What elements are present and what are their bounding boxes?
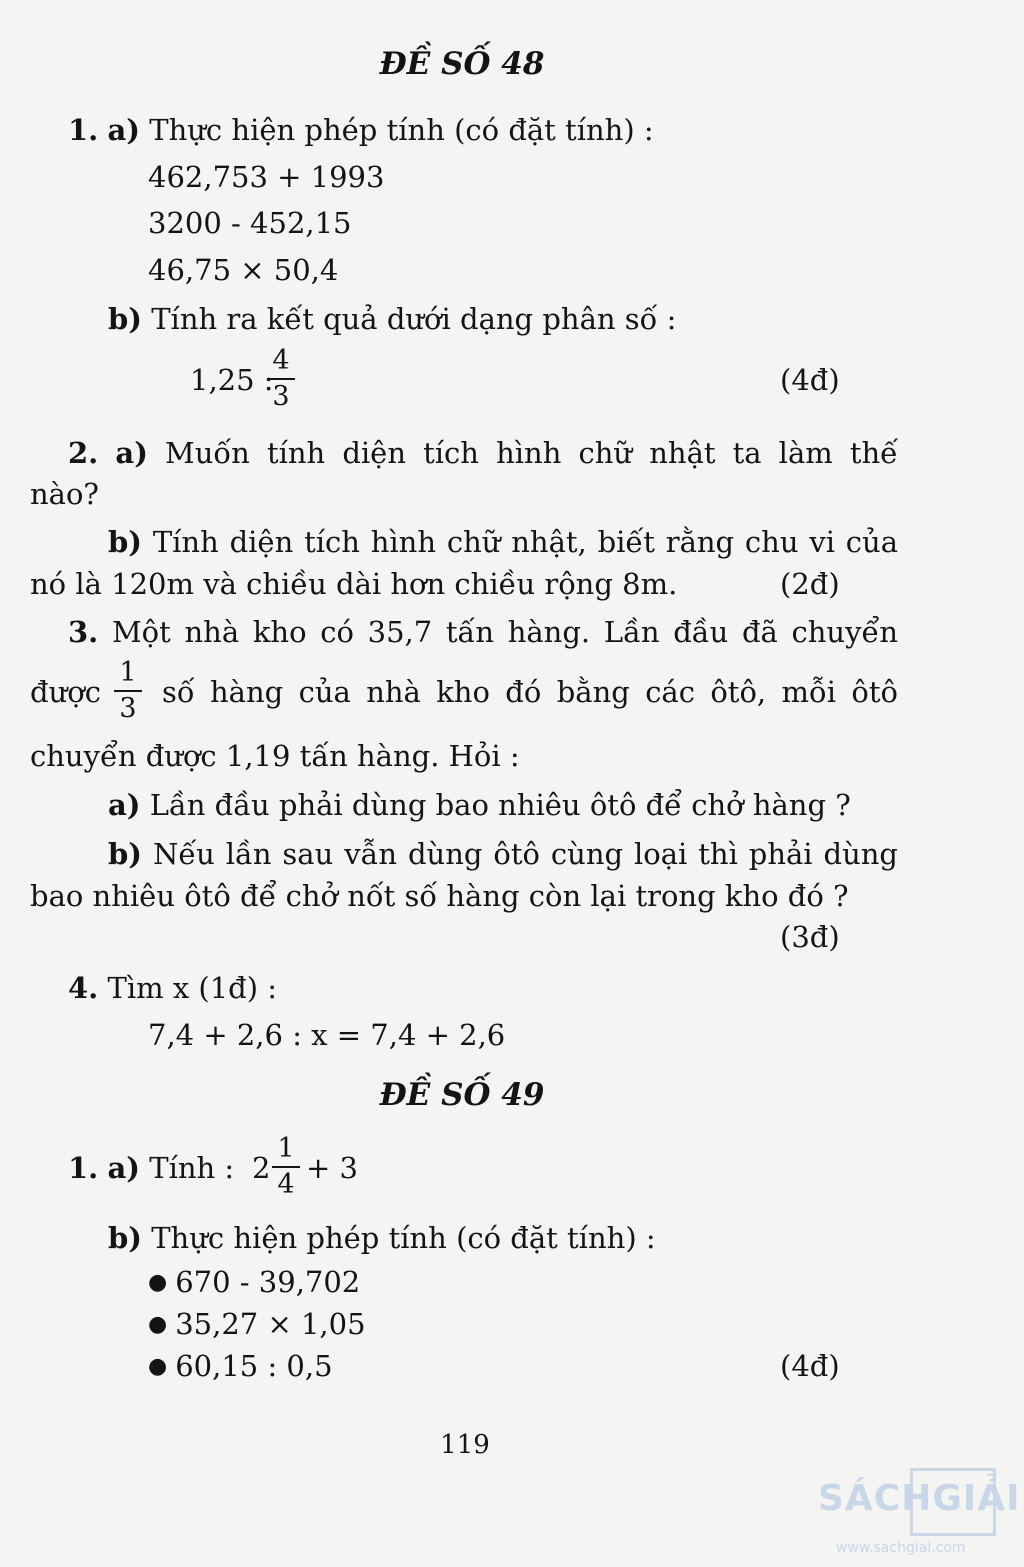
q3-b-text-cont: bao nhiêu ôtô để chở nốt số hàng còn lại trong kho đó ? <box>30 879 849 913</box>
q2-b-text-cont: nó là 120m và chiều dài hơn chiều rộng 8m. <box>30 567 678 601</box>
q1-points: (4đ) <box>780 363 840 397</box>
q1-op-3: 46,75 × 50,4 <box>148 253 339 287</box>
q3-fraction <box>114 658 142 724</box>
q3-line-1 <box>68 614 898 650</box>
de49-q1-b-text: Thực hiện phép tính (có đặt tính) : <box>151 1221 656 1255</box>
de49-op-1 <box>148 1264 360 1301</box>
q4-number: 4. <box>68 971 99 1005</box>
q1-b-text: Tính ra kết quả dưới dạng phân số : <box>151 302 677 336</box>
q4-line <box>68 970 277 1006</box>
q3-a-text: Lần đầu phải dùng bao nhiêu ôtô để chở hàng ? <box>149 788 851 822</box>
q3-text-3: chuyển được 1,19 tấn hàng. Hỏi : <box>30 739 520 773</box>
q3-a-label: a) <box>108 788 141 822</box>
q2-points: (2đ) <box>780 567 840 601</box>
q2-number: 2. <box>68 436 99 470</box>
q1-a-label: a) <box>107 113 141 147</box>
q3-text-2b: số hàng của nhà kho đó bằng các ôtô, mỗi ôtô <box>162 675 898 709</box>
de49-op-1-text: 670 - 39,702 <box>175 1265 361 1299</box>
q1-b-expr: 1,25 : <box>190 363 274 397</box>
heading-de-48: ĐỀ SỐ 48 <box>379 46 545 82</box>
q1-op-1: 462,753 + 1993 <box>148 160 385 194</box>
q3-a-line <box>108 787 851 823</box>
heading-de-49: ĐỀ SỐ 49 <box>379 1077 545 1113</box>
q3-text-2a: được <box>30 675 101 709</box>
q2-a-text-cont: nào? <box>30 477 99 511</box>
q3-b-line <box>108 836 898 872</box>
de49-q1-whole: 2 <box>252 1151 271 1185</box>
q2-a-text: Muốn tính diện tích hình chữ nhật ta làm thế <box>165 436 899 470</box>
q3-frac-den: 3 <box>119 693 137 724</box>
q1-b-line <box>108 301 676 337</box>
de49-q1-fraction <box>272 1134 300 1200</box>
q1-b-frac-den: 3 <box>272 381 290 412</box>
bullet-icon: ● <box>148 1354 168 1379</box>
q3-b-label: b) <box>108 837 142 871</box>
bullet-icon: ● <box>148 1270 168 1295</box>
de49-op-3-text: 60,15 : 0,5 <box>175 1349 333 1383</box>
de49-op-2 <box>148 1306 366 1343</box>
de49-q1-a-line <box>68 1150 234 1186</box>
de49-q1-frac-den: 4 <box>277 1169 295 1200</box>
q4-text: Tìm x (1đ) : <box>107 971 278 1005</box>
de49-q1-plus: + 3 <box>306 1151 358 1185</box>
bullet-icon: ● <box>148 1312 168 1337</box>
q2-b-text: Tính diện tích hình chữ nhật, biết rằng chu vi của <box>152 525 898 559</box>
q1-op-2: 3200 - 452,15 <box>148 206 352 240</box>
q1-a-text: Thực hiện phép tính (có đặt tính) : <box>149 113 654 147</box>
de49-op-2-text: 35,27 × 1,05 <box>175 1307 366 1341</box>
q3-frac-num: 1 <box>119 657 137 688</box>
q1-number: 1. <box>68 113 99 147</box>
q3-points: (3đ) <box>780 920 840 954</box>
de49-q1-b-label: b) <box>108 1221 142 1255</box>
watermark-url: www.sachgiai.com <box>836 1540 966 1556</box>
q2-b-label: b) <box>108 525 142 559</box>
q2-a-label: a) <box>115 436 148 470</box>
de49-op-3 <box>148 1348 333 1385</box>
watermark-logo <box>818 1466 1021 1566</box>
q1-b-fraction <box>267 346 295 412</box>
de49-q1-frac-num: 1 <box>277 1133 295 1164</box>
q3-b-text: Nếu lần sau vẫn dùng ôtô cùng loại thì phải dùng <box>152 837 898 871</box>
q4-equation: 7,4 + 2,6 : x = 7,4 + 2,6 <box>148 1018 506 1052</box>
q1-a-line <box>68 112 654 148</box>
q1-b-frac-num: 4 <box>272 345 290 376</box>
q3-number: 3. <box>68 615 99 649</box>
de49-q1-number: 1. <box>68 1151 99 1185</box>
page-number: 119 <box>440 1430 490 1460</box>
de49-q1-points: (4đ) <box>780 1349 840 1383</box>
de49-q1-b-line <box>108 1220 656 1256</box>
q1-b-label: b) <box>108 302 142 336</box>
q3-text-1: Một nhà kho có 35,7 tấn hàng. Lần đầu đã chuyển <box>111 615 898 649</box>
q2-b-line <box>108 524 898 560</box>
de49-q1-a-label: a) <box>107 1151 141 1185</box>
watermark-brand: SÁCHGIẢI <box>818 1478 1021 1519</box>
q2-a-line <box>68 435 898 471</box>
de49-q1-a-text: Tính : <box>149 1151 235 1185</box>
